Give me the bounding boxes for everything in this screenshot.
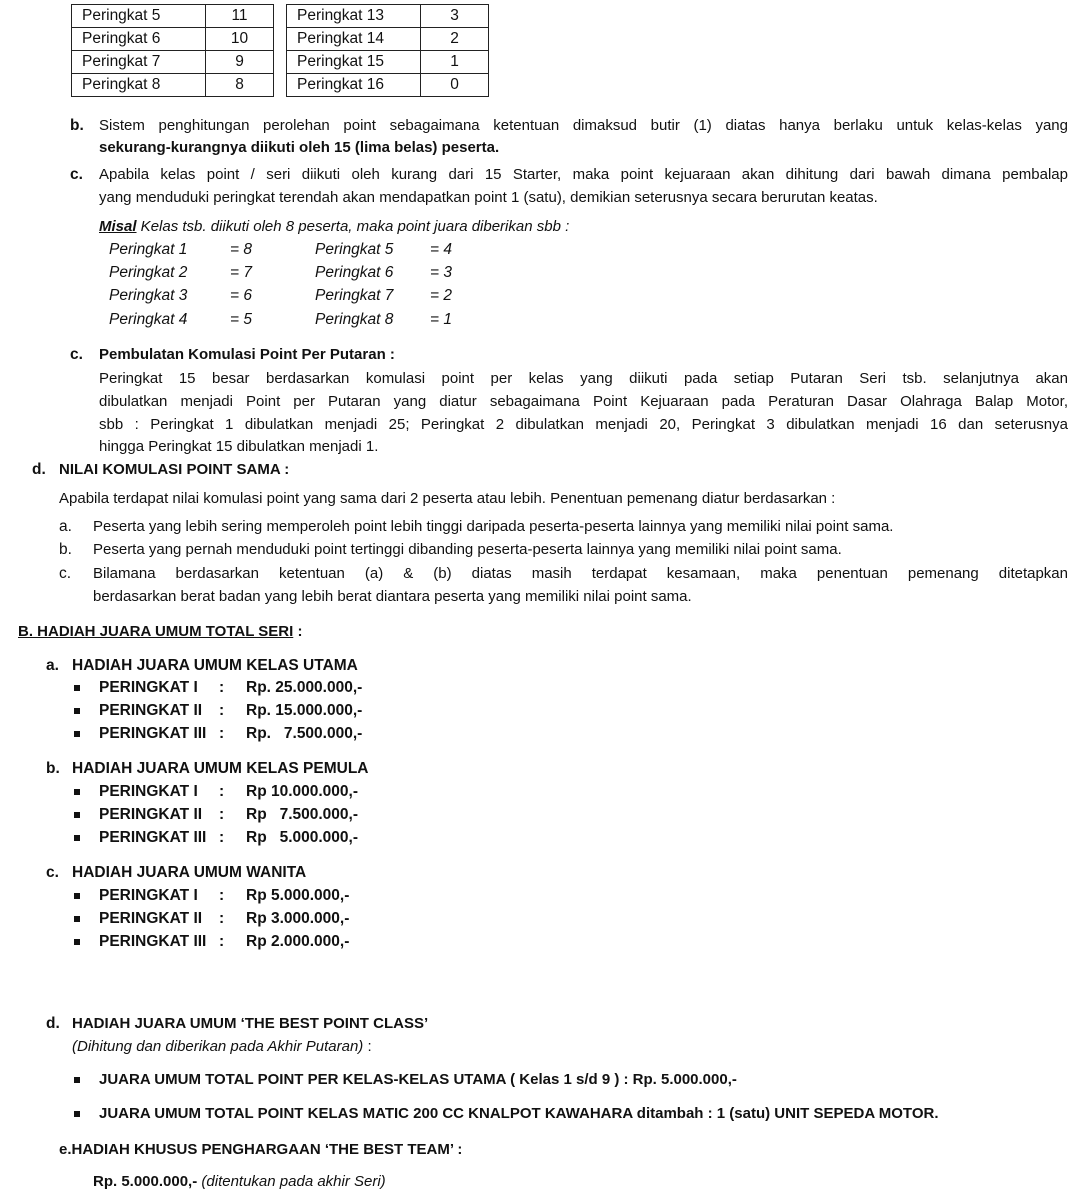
prize-colon: : (219, 887, 225, 904)
example-intro (99, 216, 569, 238)
subitem-marker: c. (59, 565, 72, 582)
example-rank: Peringkat 1 (109, 241, 188, 258)
example-rank: Peringkat 5 (315, 241, 394, 258)
points-table-left (71, 4, 274, 97)
prize-rank: PERINGKAT II (99, 702, 203, 719)
prize-colon: : (219, 933, 225, 950)
example-value: = 3 (430, 264, 452, 281)
item-b-marker: b. (70, 117, 84, 134)
item-d-intro: Apabila terdapat nilai komulasi point yang sama dari 2 peserta atau lebih. Penentuan pemenang diatur berdasarkan : (59, 490, 836, 507)
bullet-icon (74, 835, 80, 841)
table-row (287, 74, 489, 97)
points-cell: 0 (421, 74, 489, 97)
prize-colon: : (219, 806, 225, 823)
section-b-title-text: B. HADIAH JUARA UMUM TOTAL SERI (18, 623, 294, 640)
rank-cell: Peringkat 13 (287, 5, 421, 28)
best-point-note-text: (Dihitung dan diberikan pada Akhir Putaran) (72, 1038, 364, 1055)
bullet-icon (74, 939, 80, 945)
prize-colon: : (219, 829, 225, 846)
prize-colon: : (219, 679, 225, 696)
example-rank: Peringkat 8 (315, 311, 394, 328)
prize-rank: PERINGKAT I (99, 783, 198, 800)
points-table-right (286, 4, 489, 97)
best-team-prize (93, 1171, 386, 1193)
prize-amount: Rp. 25.000.000,- (246, 679, 363, 696)
points-cell: 11 (206, 5, 274, 28)
example-text: Kelas tsb. diikuti oleh 8 peserta, maka point juara diberikan sbb : (136, 218, 570, 235)
group-marker: b. (46, 760, 60, 777)
group-title: HADIAH JUARA UMUM KELAS UTAMA (72, 657, 358, 674)
bullet-icon (74, 893, 80, 899)
group-title: HADIAH JUARA UMUM KELAS PEMULA (72, 760, 369, 777)
bullet-icon (74, 1077, 80, 1083)
prize-colon: : (219, 783, 225, 800)
table-row (287, 51, 489, 74)
prize-rank: PERINGKAT I (99, 887, 198, 904)
example-value: = 6 (230, 287, 252, 304)
best-team-amount: Rp. 5.000.000,- (93, 1173, 198, 1190)
best-team-title: e.HADIAH KHUSUS PENGHARGAAN ‘THE BEST TEAM’ : (59, 1141, 463, 1158)
subitem-text: Bilamana berdasarkan ketentuan (a) & (b) diatas masih terdapat kesamaan, maka penentuan pemenang ditetapkan (93, 565, 1068, 582)
item-d-title: NILAI KOMULASI POINT SAMA : (59, 461, 290, 478)
rank-cell: Peringkat 14 (287, 28, 421, 51)
subitem-marker: a. (59, 518, 72, 535)
rank-cell: Peringkat 16 (287, 74, 421, 97)
bullet-icon (74, 789, 80, 795)
item-c-line1: Apabila kelas point / seri diikuti oleh kurang dari 15 Starter, maka point kejuaraan akan dihitung dari bawah dimana pembalap (99, 166, 1068, 183)
item-c2-line: dibulatkan menjadi Point per Putaran yang diatur sebagaimana Point Kejuaraan pada Peraturan Dasar Olahraga Balap Motor, (99, 393, 1068, 410)
table-row (72, 74, 274, 97)
table-row (287, 5, 489, 28)
rank-cell: Peringkat 6 (72, 28, 206, 51)
prize-colon: : (219, 725, 225, 742)
prize-amount: Rp 5.000.000,- (246, 829, 359, 846)
section-b-title (18, 621, 302, 643)
prize-amount: Rp 10.000.000,- (246, 783, 359, 800)
table-row (72, 28, 274, 51)
item-d-marker: d. (32, 461, 46, 478)
best-point-note-suffix: : (363, 1038, 372, 1055)
example-rank: Peringkat 3 (109, 287, 188, 304)
prize-rank: PERINGKAT III (99, 829, 207, 846)
group-marker: c. (46, 864, 59, 881)
bullet-icon (74, 1111, 80, 1117)
bullet-icon (74, 812, 80, 818)
subitem-text-cont: berdasarkan berat badan yang lebih berat diantara peserta yang memiliki nilai point sama. (93, 588, 692, 605)
points-cell: 9 (206, 51, 274, 74)
best-point-title: HADIAH JUARA UMUM ‘THE BEST POINT CLASS’ (72, 1015, 429, 1032)
item-c2-marker: c. (70, 346, 83, 363)
example-label: Misal (99, 218, 137, 235)
section-b-title-suffix: : (293, 623, 303, 640)
best-team-note: (ditentukan pada akhir Seri) (197, 1173, 386, 1190)
prize-amount: Rp 5.000.000,- (246, 887, 350, 904)
example-value: = 7 (230, 264, 252, 281)
example-value: = 4 (430, 241, 452, 258)
points-cell: 2 (421, 28, 489, 51)
rank-cell: Peringkat 7 (72, 51, 206, 74)
subitem-marker: b. (59, 541, 72, 558)
prize-amount: Rp. 15.000.000,- (246, 702, 363, 719)
prize-rank: PERINGKAT II (99, 806, 203, 823)
subitem-text: Peserta yang lebih sering memperoleh point lebih tinggi daripada peserta-peserta lainnya yang memiliki nilai point sama. (93, 518, 894, 535)
points-cell: 1 (421, 51, 489, 74)
example-value: = 1 (430, 311, 452, 328)
example-value: = 2 (430, 287, 452, 304)
prize-rank: PERINGKAT I (99, 679, 198, 696)
example-value: = 8 (230, 241, 252, 258)
bullet-icon (74, 708, 80, 714)
best-point-item: JUARA UMUM TOTAL POINT PER KELAS-KELAS UTAMA ( Kelas 1 s/d 9 ) : Rp. 5.000.000,- (99, 1071, 737, 1088)
rank-cell: Peringkat 5 (72, 5, 206, 28)
item-c2-title: Pembulatan Komulasi Point Per Putaran : (99, 346, 395, 363)
example-rank: Peringkat 7 (315, 287, 394, 304)
bullet-icon (74, 685, 80, 691)
bullet-icon (74, 731, 80, 737)
example-rank: Peringkat 6 (315, 264, 394, 281)
points-cell: 10 (206, 28, 274, 51)
item-c2-line: Peringkat 15 besar berdasarkan komulasi point per kelas yang diikuti pada setiap Putaran Seri tsb. selanjutnya akan (99, 370, 1068, 387)
table-row (287, 28, 489, 51)
rank-cell: Peringkat 15 (287, 51, 421, 74)
prize-amount: Rp 7.500.000,- (246, 806, 359, 823)
table-row (72, 5, 274, 28)
best-point-note (72, 1036, 372, 1058)
item-c-marker: c. (70, 166, 83, 183)
item-c2-line: sbb : Peringkat 1 dibulatkan menjadi 25; Peringkat 2 dibulatkan menjadi 20, Peringkat 3 dibulatkan menjadi 16 dan seterusnya (99, 416, 1068, 433)
group-marker: d. (46, 1015, 60, 1032)
group-marker: a. (46, 657, 59, 674)
prize-amount: Rp 2.000.000,- (246, 933, 350, 950)
prize-rank: PERINGKAT II (99, 910, 203, 927)
prize-rank: PERINGKAT III (99, 725, 207, 742)
points-cell: 8 (206, 74, 274, 97)
prize-colon: : (219, 702, 225, 719)
item-b-line2: sekurang-kurangnya diikuti oleh 15 (lima belas) peserta. (99, 139, 500, 156)
rank-cell: Peringkat 8 (72, 74, 206, 97)
prize-amount: Rp 3.000.000,- (246, 910, 350, 927)
example-value: = 5 (230, 311, 252, 328)
prize-rank: PERINGKAT III (99, 933, 207, 950)
prize-colon: : (219, 910, 225, 927)
item-c2-line: hingga Peringkat 15 dibulatkan menjadi 1. (99, 438, 379, 455)
example-rank: Peringkat 2 (109, 264, 188, 281)
example-rank: Peringkat 4 (109, 311, 188, 328)
table-row (72, 51, 274, 74)
bullet-icon (74, 916, 80, 922)
group-title: HADIAH JUARA UMUM WANITA (72, 864, 307, 881)
prize-amount: Rp. 7.500.000,- (246, 725, 363, 742)
item-c-line2: yang menduduki peringkat terendah akan mendapatkan point 1 (satu), demikian seterusnya secara berurutan keatas. (99, 189, 878, 206)
item-b-line1: Sistem penghitungan perolehan point sebagaimana ketentuan dimaksud butir (1) diatas hanya berlaku untuk kelas-kelas yang (99, 117, 1068, 134)
points-cell: 3 (421, 5, 489, 28)
subitem-text: Peserta yang pernah menduduki point tertinggi dibanding peserta-peserta lainnya yang memiliki nilai point sama. (93, 541, 842, 558)
best-point-item: JUARA UMUM TOTAL POINT KELAS MATIC 200 CC KNALPOT KAWAHARA ditambah : 1 (satu) UNIT SEPEDA MOTOR. (99, 1105, 939, 1122)
